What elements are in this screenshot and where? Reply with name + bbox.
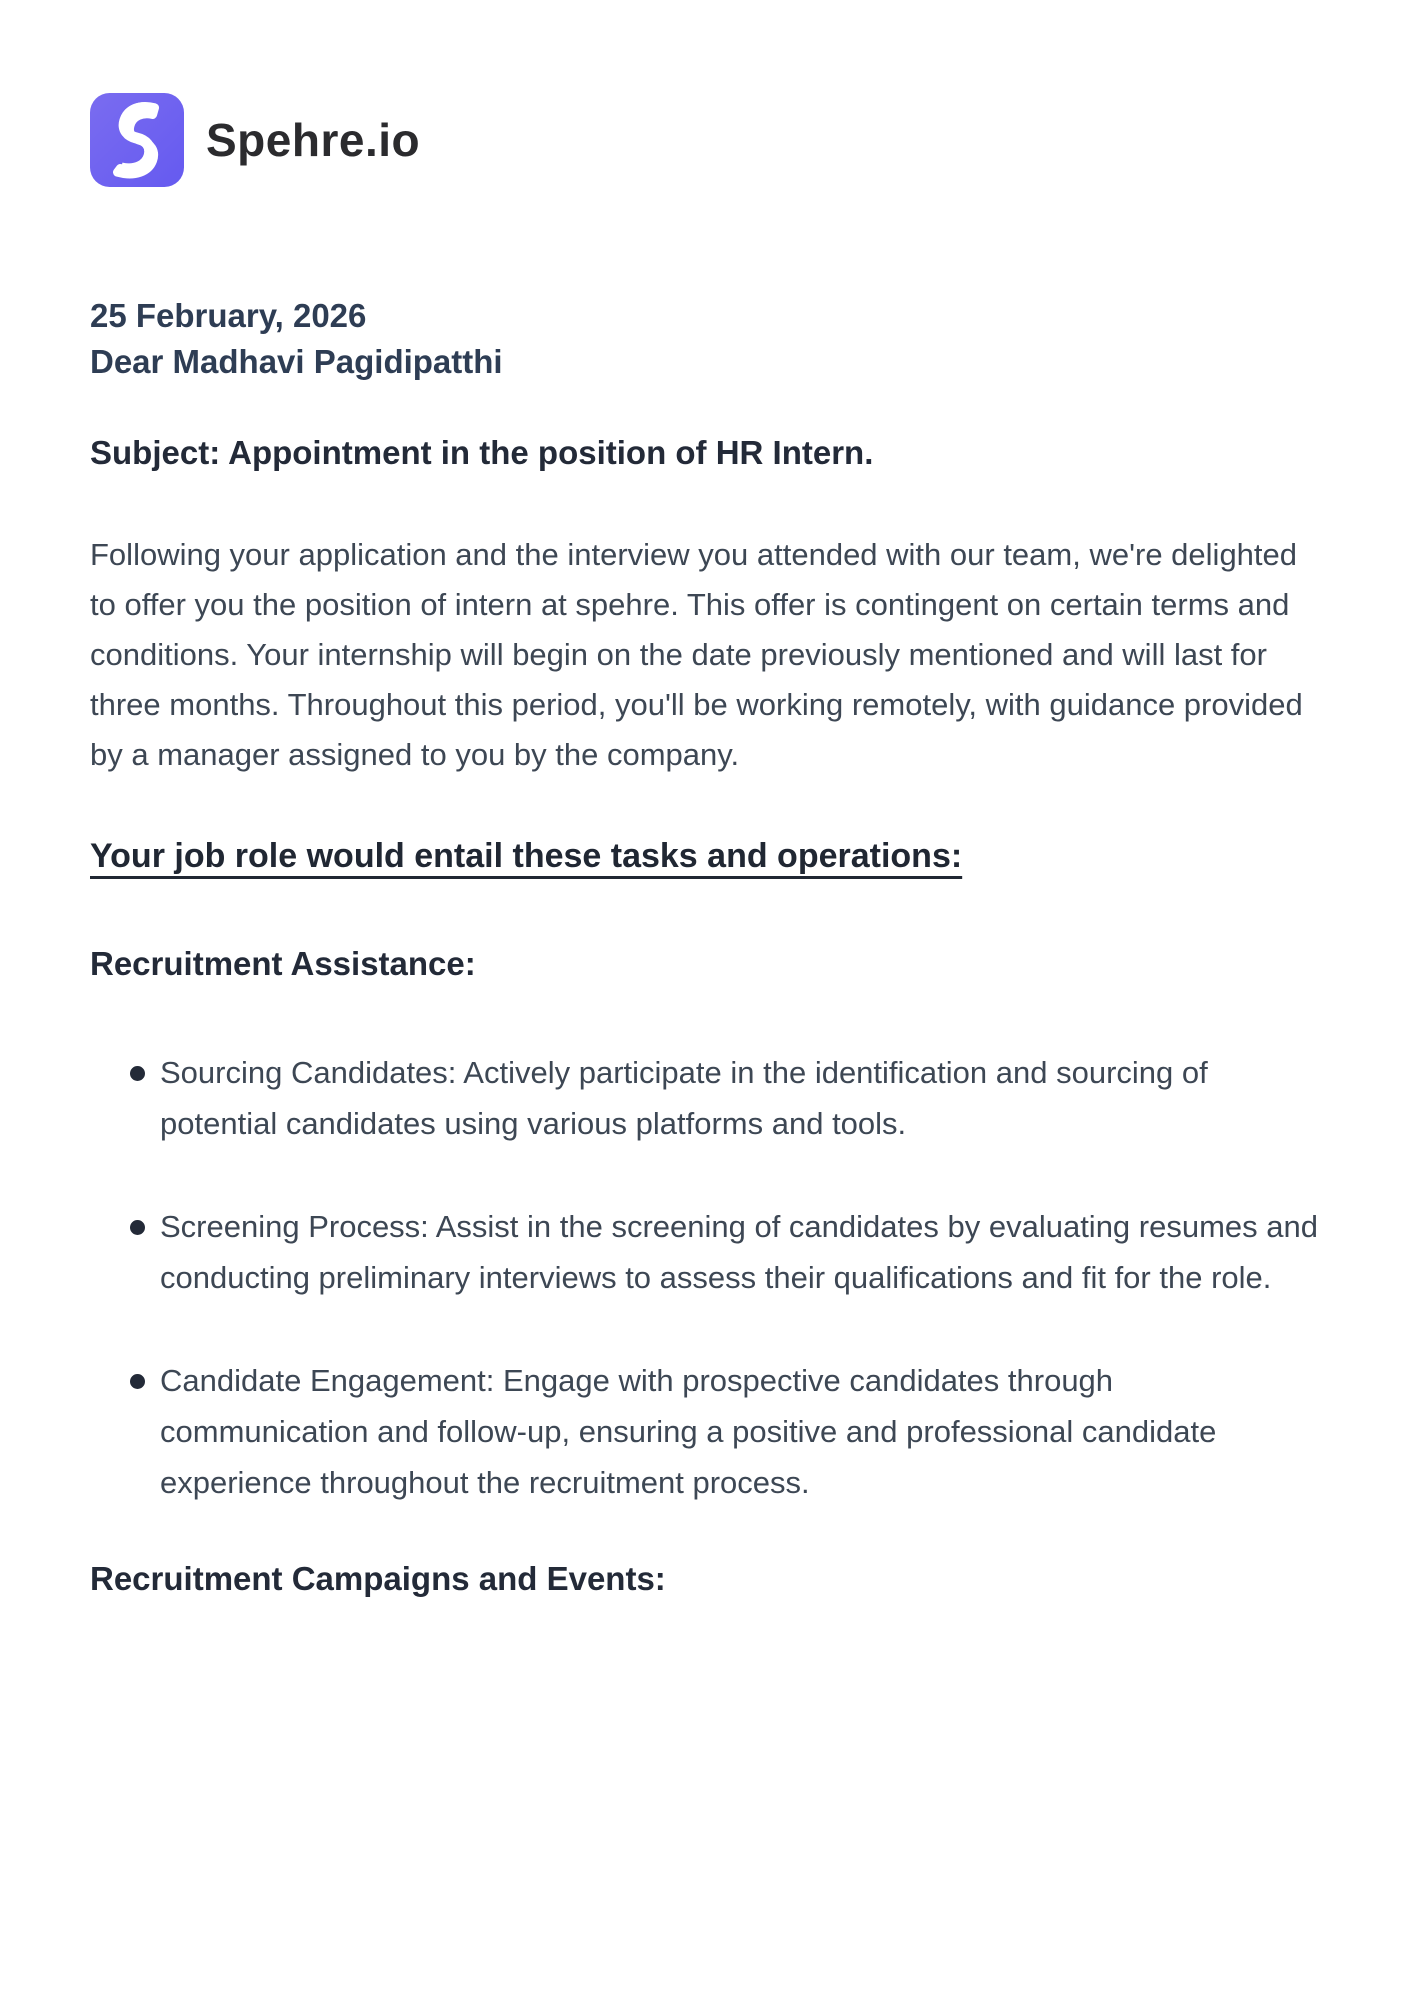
recruitment-assistance-bullets: [90, 1047, 1330, 1508]
date-salutation-block: [90, 293, 1330, 385]
brand-wordmark: Spehre.io: [206, 114, 421, 166]
intro-paragraph: Following your application and the interview you attended with our team, we're delighted to offer you the position of intern at spehre. This offer is contingent on certain terms and conditions. Your internship will begin on the date previously mentioned and will last for three months. Throughout this period, you'll be working remotely, with guidance provided by a manager assigned to you by the company.: [90, 537, 1303, 772]
tasks-heading: Your job role would entail these tasks and operations:: [90, 837, 963, 875]
bullet-candidate-engagement: Candidate Engagement: Engage with prospective candidates through communication and follow-up, ensuring a positive and professional candidate experience throughout the recruitment process.: [90, 1355, 1330, 1508]
subject-line: Subject: Appointment in the position of HR Intern.: [90, 434, 874, 471]
bullet-screening-process: Screening Process: Assist in the screening of candidates by evaluating resumes and conducting preliminary interviews to assess their qualifications and fit for the role.: [90, 1201, 1330, 1303]
letter-salutation: Dear Madhavi Pagidipatthi: [90, 343, 503, 380]
s-bolt-icon: [90, 93, 184, 187]
letter-date: 25 February, 2026: [90, 297, 367, 334]
section-heading-recruitment-campaigns: Recruitment Campaigns and Events:: [90, 1560, 666, 1597]
brand-header: [90, 0, 1330, 187]
section-heading-recruitment-assistance: Recruitment Assistance:: [90, 945, 476, 982]
bullet-sourcing-candidates: Sourcing Candidates: Actively participate in the identification and sourcing of potential candidates using various platforms and tools.: [90, 1047, 1330, 1149]
